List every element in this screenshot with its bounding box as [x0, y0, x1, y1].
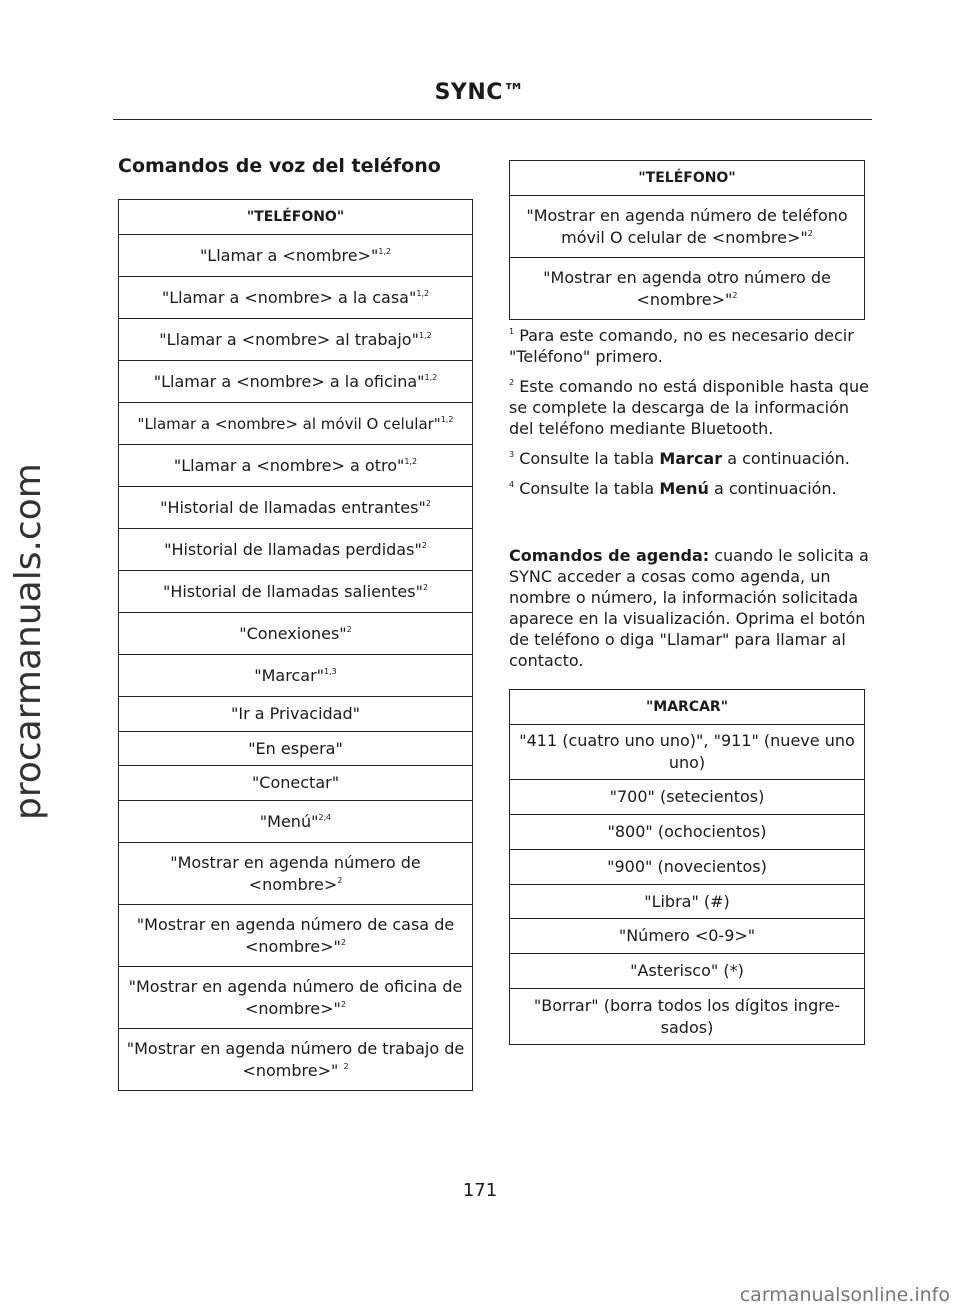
table-row: "Llamar a <nombre> al trabajo"$^{1,2}$ — [119, 319, 473, 361]
table-row: "Historial de llamadas salientes"$^2$ — [119, 571, 473, 613]
table-row: "Llamar a <nombre> a otro"$^{1,2}$ — [119, 445, 473, 487]
table-row: "Mostrar en agenda número de oficina de <nombre>"$^2$ — [119, 967, 473, 1029]
footnote: $^3$ Consulte la tabla Marcar a continuación. — [509, 449, 850, 468]
table-row: "Asterisco" (*) — [510, 954, 865, 989]
page-header-title: SYNC™ — [434, 80, 526, 105]
table-row: "700" (setecientos) — [510, 780, 865, 815]
table-row: "900" (novecientos) — [510, 850, 865, 885]
table-row: "Llamar a <nombre> a la casa"$^{1,2}$ — [119, 277, 473, 319]
section-heading: Comandos de voz del teléfono — [118, 155, 441, 177]
footnote: $^4$ Consulte la tabla Menú a continuación. — [509, 479, 837, 498]
table-row: "Llamar a <nombre> a la oficina"$^{1,2}$ — [119, 361, 473, 403]
table-row: "Mostrar en agenda número de teléfono móvil O celular de <nombre>"$^2$ — [510, 196, 865, 258]
telefono-commands-table-continued — [509, 160, 865, 320]
telefono-commands-table — [118, 199, 473, 1091]
table-row: "Conexiones"$^2$ — [119, 613, 473, 655]
table-row: "Historial de llamadas entrantes"$^2$ — [119, 487, 473, 529]
marcar-commands-table — [509, 689, 865, 1045]
page-number: 171 — [462, 1180, 498, 1201]
table-row: "Historial de llamadas perdidas"$^2$ — [119, 529, 473, 571]
table-header: "TELÉFONO" — [119, 200, 473, 235]
table-header: "TELÉFONO" — [510, 161, 865, 196]
footnote: $^2$ Este comando no está disponible hasta que se complete la descarga de la información del teléfono mediante Bluetooth. — [509, 377, 869, 438]
footnotes — [509, 325, 869, 508]
table-row: "Mostrar en agenda número de <nombre>$^2$ — [119, 843, 473, 905]
table-row: "Libra" (#) — [510, 885, 865, 919]
table-row: "411 (cuatro uno uno)", "911" (nueve uno uno) — [510, 725, 865, 780]
table-row: "En espera" — [119, 732, 473, 766]
table-row: "Menú"$^{2,4}$ — [119, 801, 473, 843]
table-row: "Mostrar en agenda número de trabajo de <nombre>" $^2$ — [119, 1029, 473, 1091]
footnote: $^1$ Para este comando, no es necesario decir "Teléfono" primero. — [509, 326, 854, 366]
table-row: "Llamar a <nombre>"$^{1,2}$ — [119, 235, 473, 277]
bottom-watermark: carmanualsonline.info — [739, 1284, 950, 1306]
header-divider — [113, 119, 872, 120]
table-row: "Número <0-9>" — [510, 919, 865, 954]
agenda-commands-paragraph: Comandos de agenda: cuando le solicita a SYNC acceder a cosas como agenda, un nombre o número, la información solicitada aparece en la visualización. Oprima el botón de teléfono o diga "Llamar" para llamar al contacto. — [509, 546, 869, 670]
table-row: "Conectar" — [119, 766, 473, 801]
table-header: "MARCAR" — [510, 690, 865, 725]
table-row: "800" (ochocientos) — [510, 815, 865, 850]
table-row: "Borrar" (borra todos los dígitos ingre- sados) — [510, 989, 865, 1045]
table-row: "Marcar"$^{1,3}$ — [119, 655, 473, 697]
side-watermark: procarmanuals.com — [8, 463, 49, 820]
table-row: "Ir a Privacidad" — [119, 697, 473, 732]
table-row: "Mostrar en agenda número de casa de <nombre>"$^2$ — [119, 905, 473, 967]
table-row: "Mostrar en agenda otro número de <nombre>"$^2$ — [510, 258, 865, 320]
table-row: "Llamar a <nombre> al móvil O celular"$^{1,2}$ — [119, 403, 473, 445]
